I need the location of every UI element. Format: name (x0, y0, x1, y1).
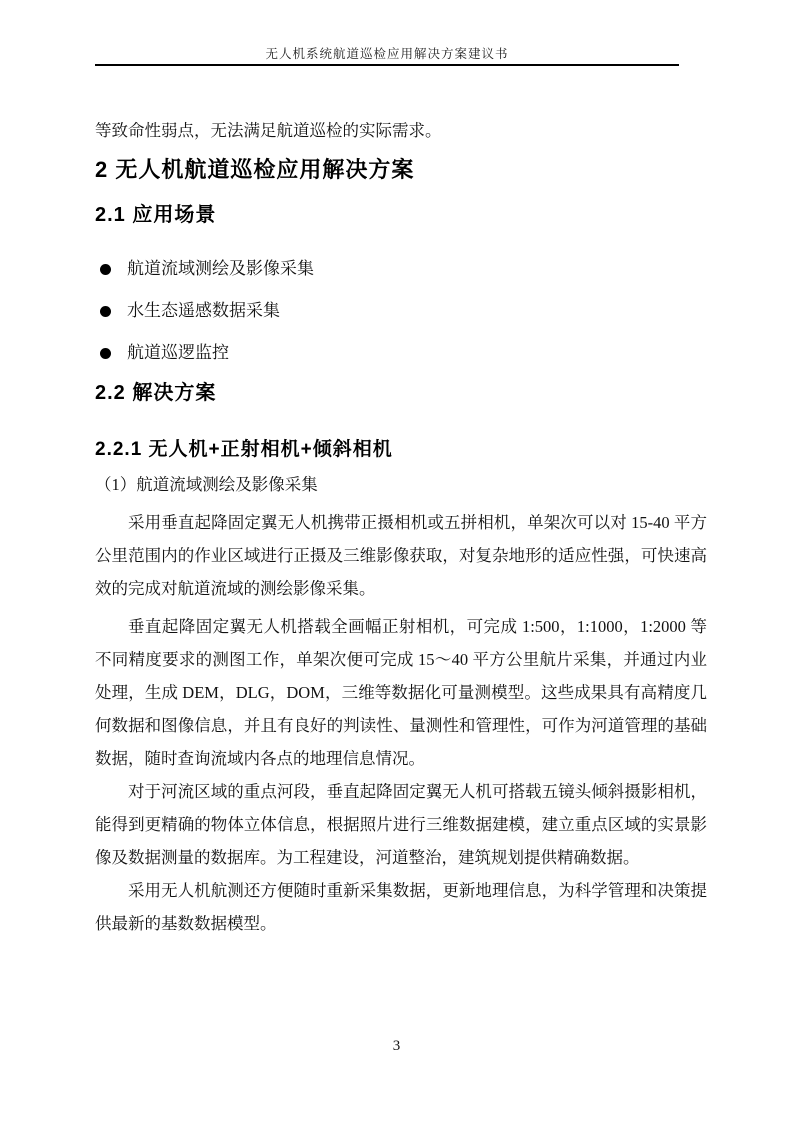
heading-section-2: 2 无人机航道巡检应用解决方案 (95, 157, 415, 182)
paragraph-continuation: 等致命性弱点，无法满足航道巡检的实际需求。 (95, 121, 442, 140)
bullet-icon (100, 348, 111, 359)
application-scenarios-list (95, 257, 707, 365)
list-item (95, 341, 707, 365)
heading-section-2-2-1: 2.2.1 无人机+正射相机+倾斜相机 (95, 439, 393, 460)
numbered-subheading: （1）航道流域测绘及影像采集 (95, 475, 318, 494)
paragraph: 采用垂直起降固定翼无人机携带正摄相机或五拼相机，单架次可以对 15-40 平方公里范围内的作业区域进行正摄及三维影像获取，对复杂地形的适应性强，可快速高效的完成对航道流域的测绘影像采集。 (95, 513, 707, 598)
page-footer (0, 1036, 793, 1056)
paragraph: 采用无人机航测还方便随时重新采集数据，更新地理信息，为科学管理和决策提供最新的基数数据模型。 (95, 881, 707, 933)
bullet-icon (100, 306, 111, 317)
page-number: 3 (392, 1038, 401, 1054)
list-item-label: 水生态遥感数据采集 (127, 301, 280, 320)
header-title: 无人机系统航道巡检应用解决方案建议书 (265, 47, 509, 61)
paragraph: 垂直起降固定翼无人机搭载全画幅正射相机，可完成 1:500，1:1000，1:2000 等不同精度要求的测图工作，单架次便可完成 15～40 平方公里航片采集，并通过内业处理，生成 DEM，DLG，DOM，三维等数据化可量测模型。这些成果具有高精度几何数据和图像信息，并且有良好的判读性、量测性和管理性，可作为河道管理的基础数据，随时查询流域内各点的地理信息情况。 (95, 617, 707, 768)
list-item (95, 299, 707, 323)
heading-section-2-1: 2.1 应用场景 (95, 204, 217, 226)
bullet-icon (100, 264, 111, 275)
list-item-label: 航道流域测绘及影像采集 (127, 259, 314, 278)
paragraph: 对于河流区域的重点河段，垂直起降固定翼无人机可搭载五镜头倾斜摄影相机，能得到更精确的物体立体信息，根据照片进行三维数据建模，建立重点区域的实景影像及数据测量的数据库。为工程建设，河道整治，建筑规划提供精确数据。 (95, 782, 707, 867)
page-header (95, 0, 707, 66)
list-item-label: 航道巡逻监控 (127, 343, 229, 362)
heading-section-2-2: 2.2 解决方案 (95, 382, 217, 404)
document-body (95, 114, 707, 940)
header-rule (95, 64, 679, 66)
list-item (95, 257, 707, 281)
